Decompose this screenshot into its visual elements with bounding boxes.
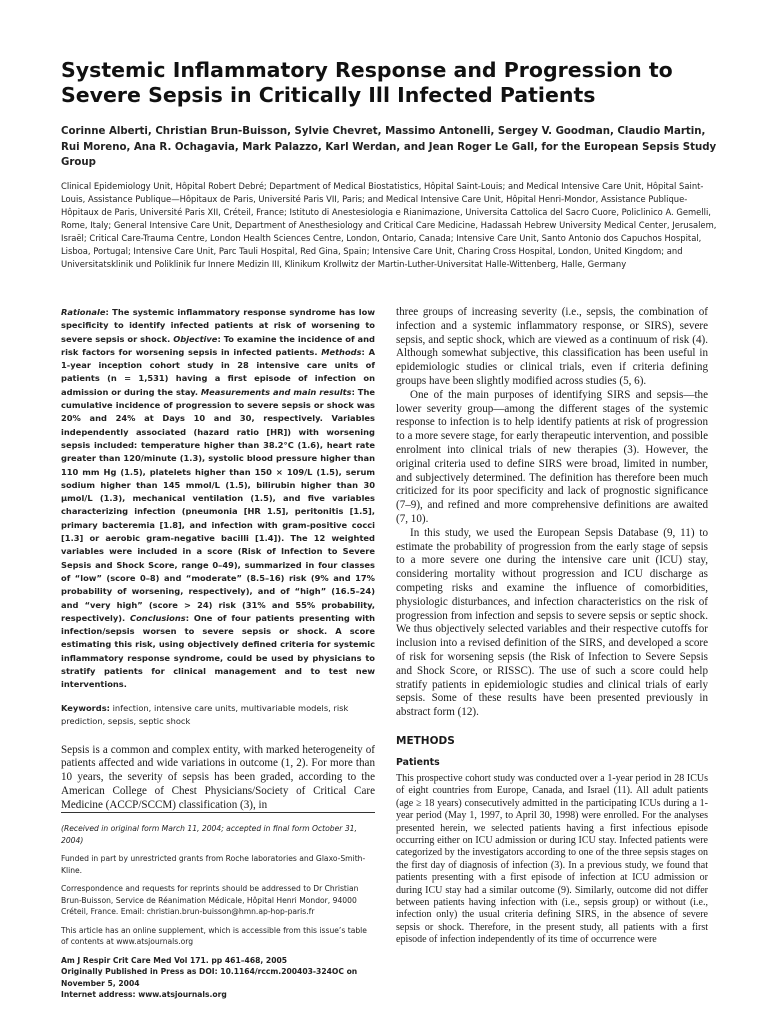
abstract-conclusions-label: Conclusions — [130, 612, 186, 623]
abstract-rationale-label: Rationale — [61, 307, 106, 317]
correspondence-note: Correspondence and requests for reprints should be addressed to Dr Christian Brun-Buisson, Service de Réanimation Médicale, Hôpital Henri Mondor, 94000 Créteil, France. Email: christian.brun-buisson@hmn.ap-hop-paris.fr — [61, 884, 359, 916]
internet-line: Internet address: www.atsjournals.org — [61, 990, 227, 999]
abstract-objective-label: Objective — [173, 333, 218, 344]
keywords-text: infection, intensive care units, multivariable models, risk prediction, sepsis, septic shock — [61, 702, 349, 726]
abstract-rationale: : The systemic inflammatory response syndrome has low specificity to identify infected patients at risk of worsening to severe sepsis or shock. — [61, 307, 375, 344]
footnotes — [61, 812, 375, 1001]
patients-subheading: Patients — [396, 756, 440, 768]
article-title: Systemic Inflammatory Response and Progression to Severe Sepsis in Critically Ill Infected Patients — [61, 58, 673, 107]
doi-line: Originally Published in Press as DOI: 10.1164/rccm.200403-324OC on November 5, 2004 — [61, 967, 358, 988]
keywords-label: Keywords: — [61, 702, 110, 713]
journal-citation — [61, 955, 375, 1001]
abstract-objective: : To examine the incidence of and risk factors for worsening sepsis in infected patients. — [61, 333, 375, 357]
abstract-methods: : A 1-year inception cohort study in 28 intensive care units of patients (n = 1,531) having a first episode of infection on admission or during the stay. — [61, 346, 375, 397]
author-list: Corinne Alberti, Christian Brun-Buisson, Sylvie Chevret, Massimo Antonelli, Sergey V. Goodman, Claudio Martin, Rui Moreno, Ana R. Ochagavia, Mark Palazzo, Karl Werdan, and Jean Roger Le Gall, for the European Sepsis Study Group — [61, 126, 717, 168]
abstract-methods-label: Methods — [321, 346, 362, 357]
abstract-conclusions: : One of four patients presenting with infection/sepsis worsen to severe sepsis or shock. A score estimating this risk, using objectively defined criteria for systemic inflammatory response syndrome, could be used by physicians to stratify patients for clinical management and to test new interventions. — [61, 612, 376, 690]
affiliations: Clinical Epidemiology Unit, Hôpital Robert Debré; Department of Medical Biostatistics, Hôpital Saint-Louis; and Medical Intensive Care Unit, Hôpital Saint-Louis, Assistance Publique—Hôpitaux de Paris, Université Paris VII, Paris; and Medical Intensive Care Unit, Hôpital Henri-Mondor, Assistance Publique-Hôpitaux de Paris, Université Paris XII, Créteil, France; Istituto di Anestesiologia e Rianimazione, Universita Cattolica del Sacro Cuore, Policlinico A. Gemelli, Rome, Italy; General Intensive Care Unit, Department of Anesthesiology and Critical Care Medicine, Hadassah Hebrew University Medical Center, Jerusalem, Israël; Critical Care-Trauma Centre, London Health Sciences Centre, London, Ontario, Canada; Intensive Care Unit, Santo Antonio dos Capuchos Hospital, Lisboa, Portugal; Intensive Care Unit, Parc Tauli Hospital, Red Gina, Spain; Intensive Care Unit, Charing Cross Hospital, London, United Kingdom; and Universitatsklinik und Poliklinik fur Innere Medizin III, Klinikum Krollwitz der Martin-Luther-Universitat Halle-Wittenberg, Halle, Germany — [61, 181, 717, 269]
body-paragraph-3: In this study, we used the European Sepsis Database (9, 11) to estimate the probability of progression from the early stage of sepsis to a more severe one during the intensive care unit (ICU) stay, considering mortality without progression and ICU discharge as competing risks and examine the influence of comorbidities, physiologic disturbances, and infection characteristics on the risk of progression from infection and sepsis to severe sepsis or septic shock. We thus objectively selected variables and their respective cutoffs for inclusion into a revised definition of the SIRS, and developed a score of risk for worsening sepsis (the Risk of Infection to Severe Sepsis and Shock Score, or RISSC). The use of such a score could help stratify patients in epidemiologic studies and clinical trials of early sepsis. Some of these results have been presented previously in abstract form (12). — [396, 526, 708, 719]
left-column — [61, 306, 375, 813]
abstract-measurements: : The cumulative incidence of progression to severe sepsis or shock was 20% and 24% at Days 10 and 30, respectively. Variables independently associated (hazard ratio [HR]) with worsening sepsis included: temperature higher than 38.2°C (1.6), heart rate greater than 120/minute (1.3), systolic blood pressure higher than 110 mm Hg (1.5), platelets higher than 150 × 109/L (1.5), serum sodium higher than 145 mmol/L (1.5), bilirubin higher than 30 μmol/L (1.3), mechanical ventilation (1.5), and five variables characterizing infection (pneumonia [HR 1.5], peritonitis [1.5], primary bacteremia [1.8], and infection with gram-positive cocci [1.3] or aerobic gram-negative bacilli [1.4]). The 12 weighted variables were included in a score (Risk of Infection to Severe Sepsis and Shock Score, range 0–49), summarized in four classes of “low” (score 0–8) and “moderate” (8.5–16) risk (9% and 17% probability of worsening, respectively), and of “high” (16.5–24) and “very high” (score > 24) risk (31% and 55% probability, respectively). — [61, 386, 375, 623]
journal-line: Am J Respir Crit Care Med Vol 171. pp 461–468, 2005 — [61, 955, 288, 965]
body-paragraph-2: One of the main purposes of identifying SIRS and sepsis—the lower severity group—among the different stages of the systemic response to infection is to help identify patients at risk of progression to a more severe stage, for early therapeutic intervention, and possible enrolment into clinical trials of new therapies (3). However, the original criteria used to define SIRS were broad, limited in number, and subjectively determined. The definition has therefore been much criticized for its poor specificity and lack of prognostic significance (7–9), and refined and more comprehensive definitions are awaited (7, 10). — [396, 388, 708, 525]
funding-note: Funded in part by unrestricted grants from Roche laboratories and Glaxo-Smith-Kline. — [61, 854, 366, 875]
abstract — [61, 306, 375, 692]
received-dates: (Received in original form March 11, 2004; accepted in final form October 31, 2004) — [61, 824, 357, 845]
intro-paragraph: Sepsis is a common and complex entity, with marked heterogeneity of patients affected and wide variations in outcome (1, 2). For more than 10 years, the severity of sepsis has been graded, according to the American College of Chest Physicians/Society of Critical Care Medicine (ACCP/SCCM) classification (3), in — [61, 743, 375, 811]
body-paragraph-1: three groups of increasing severity (i.e., sepsis, the combination of infection and a systemic inflammatory response, or SIRS), severe sepsis, and septic shock, which are viewed as a continuum of risk (4). Although somewhat subjective, this classification has been useful in epidemiologic studies or clinical trials, even if criteria defining groups have been slightly modified across studies (5, 6). — [396, 306, 708, 387]
right-column — [396, 306, 708, 947]
abstract-measurements-label: Measurements and main results — [200, 386, 352, 397]
patients-paragraph: This prospective cohort study was conducted over a 1-year period in 28 ICUs of eight countries from Europe, Canada, and Israel (11). All adult patients (age ≥ 18 years) consecutively admitted in the participating ICUs during a 1-year period (May 1, 1997, to April 30, 1998) were enrolled. For the analyses presented herein, we selected patients having a first infectious episode occurring either on ICU admission or during ICU stay. Infected patients were categorized by the investigators according to one of the three sepsis stages on the first day of diagnosis of infection (3). In a previous study, we found that patients presenting with a first episode of infection at ICU admission or during ICU stay had a similar outcome (9). Similarly, outcome did not differ between patients having infection with (i.e., sepsis group) or without (i.e., infection only) the usual criteria defining SIRS, in the absence of severe sepsis or shock. Therefore, in the present study, all patients with a first episode of infection independently of its time of occurrence were — [396, 772, 708, 946]
methods-heading: METHODS — [396, 734, 455, 747]
supplement-note: This article has an online supplement, which is accessible from this issue’s table of contents at www.atsjournals.org — [61, 925, 367, 946]
keywords — [61, 702, 375, 728]
